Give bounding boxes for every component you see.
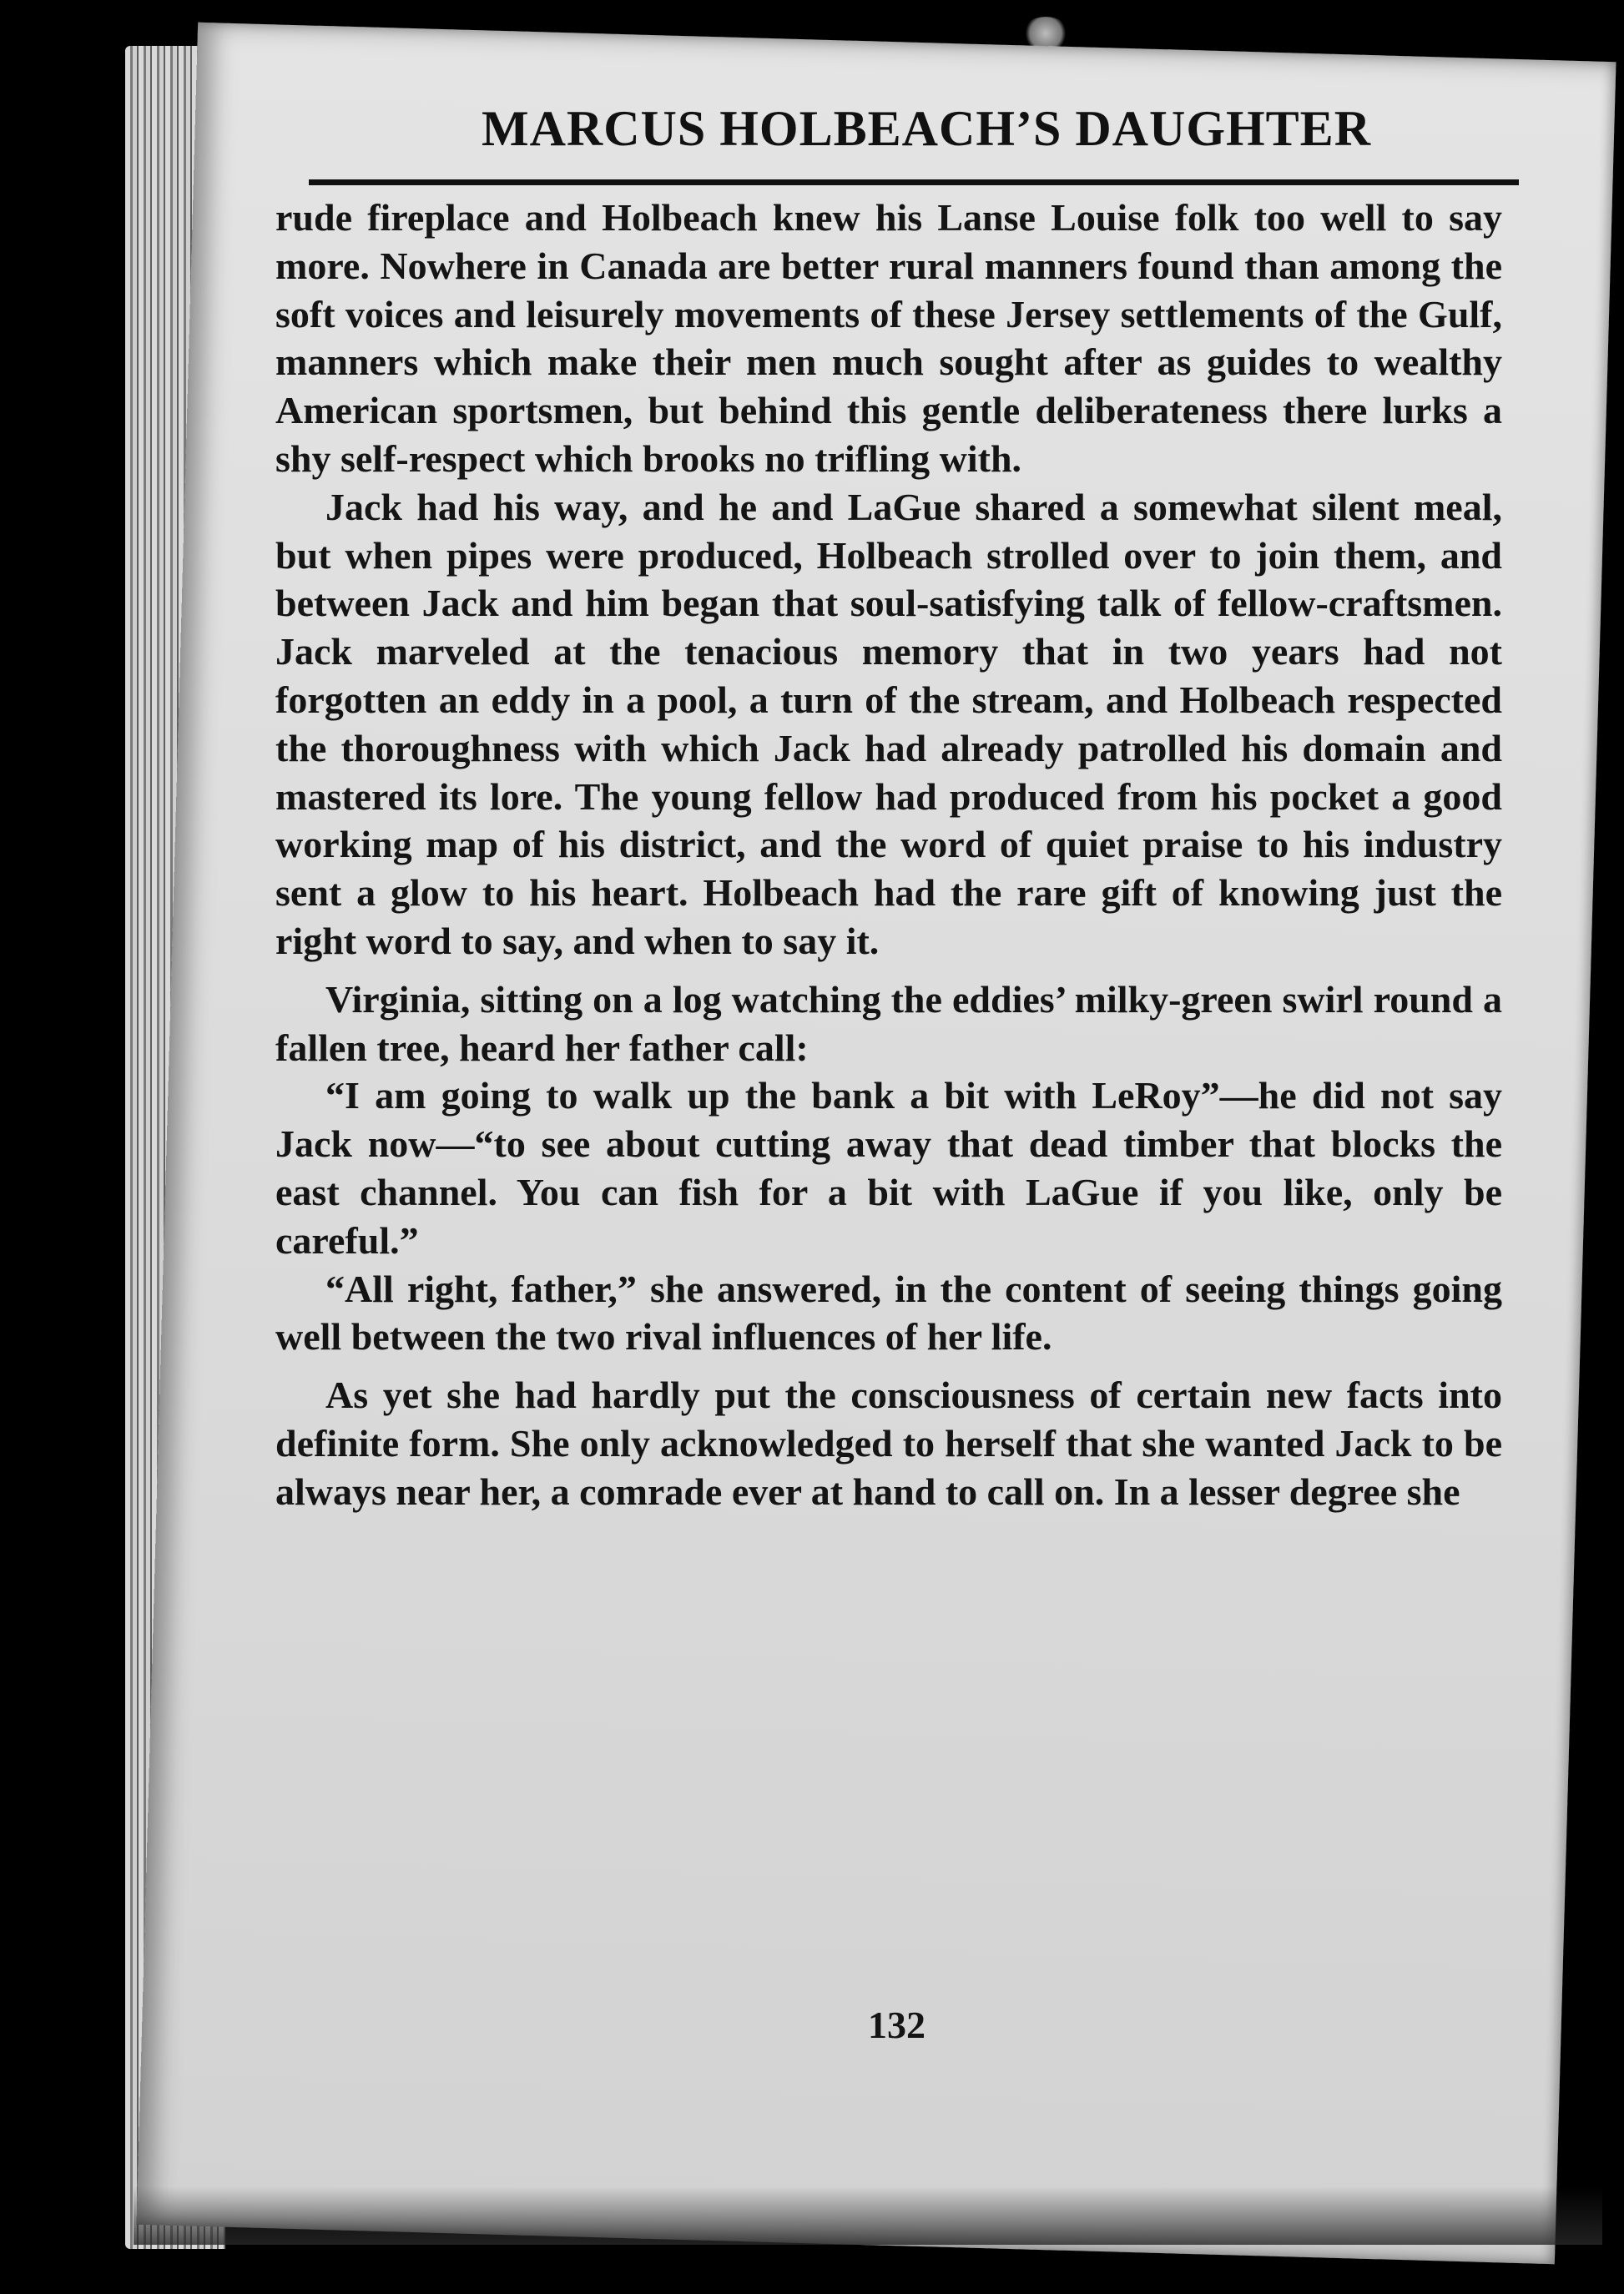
body-text xyxy=(275,194,1502,1516)
paragraph-1: rude fireplace and Holbeach knew his Lanse Louise folk too well to say more. Nowhere in Canada are better rural manners found than among the soft voices and leisurely movements of these Jersey settlements of the Gulf, manners which make their men much sought after as guides to wealthy American sportsmen, but behind this gentle deliberateness there lurks a shy self-respect which brooks no trifling with. xyxy=(275,196,1502,480)
header-rule xyxy=(309,179,1519,185)
page-bottom-shadow xyxy=(134,2186,1602,2245)
paragraph-4: “I am going to walk up the bank a bit with LeRoy”—he did not say Jack now—“to see about cutting away that dead timber that blocks the east channel. You can fish for a bit with LaGue if you like, only be careful.” xyxy=(275,1074,1502,1262)
paragraph-5: “All right, father,” she answered, in the content of seeing things going well between the two rival influences of her life. xyxy=(275,1267,1502,1359)
page-number: 132 xyxy=(868,2004,925,2046)
paragraph-6: As yet she had hardly put the consciousness of certain new facts into definite form. She only acknowledged to herself that she wanted Jack to be always near her, a comrade ever at hand to call on. In a lesser degree she xyxy=(275,1374,1502,1513)
paragraph-3: Virginia, sitting on a log watching the eddies’ milky-green swirl round a fallen tree, heard her father call: xyxy=(275,977,1502,1069)
running-head: MARCUS HOLBEACH’S DAUGHTER xyxy=(481,101,1372,156)
paragraph-2: Jack had his way, and he and LaGue shared a somewhat silent meal, but when pipes were produced, Holbeach strolled over to join them, and between Jack and him began that soul-satisfying talk of fellow-craftsmen. Jack marveled at the tenacious memory that in two years had not forgotten an eddy in a pool, a turn of the stream, and Holbeach respected the thoroughness with which Jack had already patrolled his domain and mastered its lore. The young fellow had produced from his pocket a good working map of his district, and the word of quiet praise to his industry sent a glow to his heart. Holbeach had the rare gift of knowing just the right word to say, and when to say it. xyxy=(275,485,1502,962)
